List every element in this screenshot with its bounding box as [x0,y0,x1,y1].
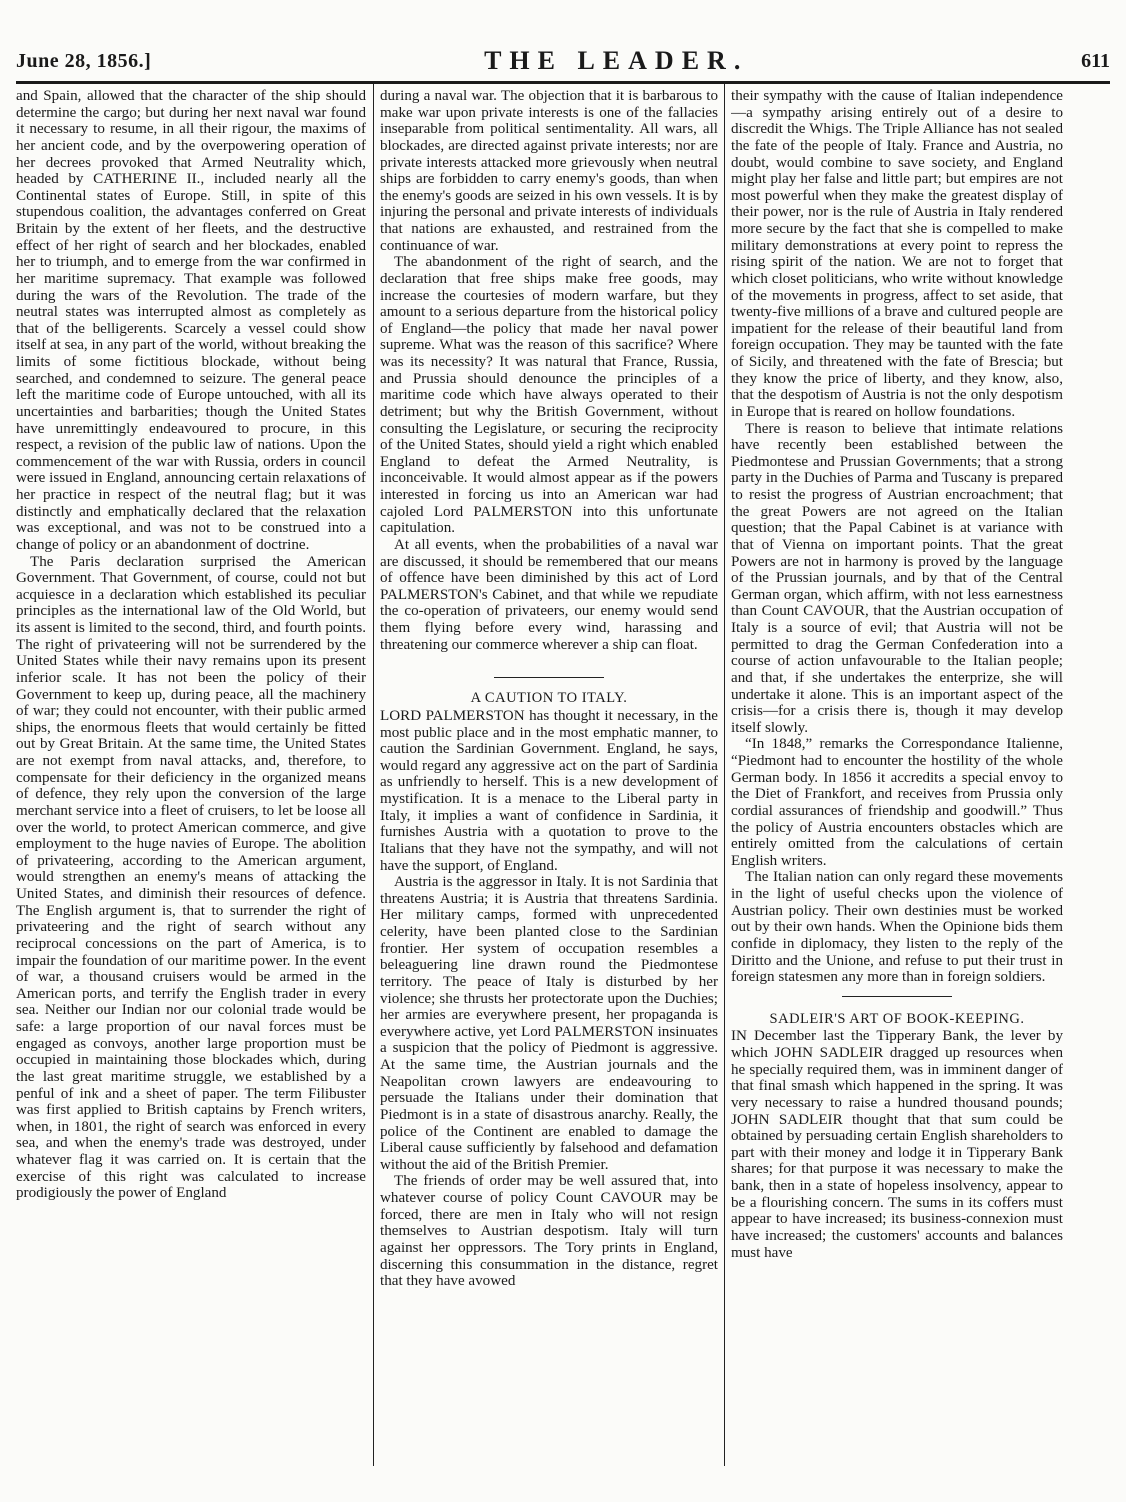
column-1 [16,88,366,1466]
paragraph: during a naval war. The objection that it is barbarous to make war upon private interests is one of the fallacies inseparable from political sentimentality. All wars, all blockades, are directed against private interests; nor are private interests attacked more grievously when neutral ships are forbidden to carry enemy's goods, than when the enemy's goods are seized in his own vessels. It is by injuring the personal and private interests of individuals that nations are exhausted, and restrained from the continuance of war. [380,88,718,254]
paragraph: and Spain, allowed that the character of the ship should determine the cargo; but during her next naval war found it necessary to resume, in all their rigour, the maxims of her ancient code, and by the overpowering operation of her decrees provoked that Armed Neutrality which, headed by CATHERINE II., included nearly all the Continental states of Europe. Still, in spite of this stupendous coalition, the advantages conferred on Great Britain by the extent of her fleets, and the destructive effect of her right of search and her blockades, enabled her to triumph, and to emerge from the war confirmed in her maritime supremacy. That example was followed during the wars of the Revolution. The trade of the neutral states was interrupted almost as completely as that of the belligerents. Scarcely a vessel could show itself at sea, in any part of the world, without breaking the limits of some fictitious blockade, without being searched, and condemned to seizure. The general peace left the maritime code of Europe untouched, with all its uncertainties and barbarities; though the United States have unremittingly endeavoured to procure, in this respect, a revision of the public law of nations. Upon the commencement of the war with Russia, orders in council were issued in England, announcing certain relaxations of her practice in respect of the neutral flag; but it was distinctly and emphatically declared that the relaxation was exceptional, and was not to be construed into a change of policy or an abandonment of doctrine. [16,88,366,553]
paragraph: At all events, when the probabilities of a naval war are discussed, it should be remembered that our means of offence have been diminished by this act of Lord PALMERSTON's Cabinet, and that while we repudiate the co-operation of privateers, our enemy would send them flying before every wind, harassing and threatening our commerce wherever a ship can float. [380,536,718,653]
page-number: 611 [1081,49,1110,72]
masthead-rule [16,81,1110,84]
issue-date: June 28, 1856.] [16,49,152,72]
newspaper-title: THE LEADER. [484,46,749,75]
article-separator [494,677,604,678]
paragraph: Austria is the aggressor in Italy. It is not Sardinia that threatens Austria; it is Austria that threatens Sardinia. Her military camps, formed with unprecedented celerity, have been planted close to the Sardinian frontier. Her system of occupation resembles a beleaguering line drawn round the Piedmontese territory. The peace of Italy is disturbed by her violence; she thrusts her protectorate upon the Duchies; her armies are everywhere present, her propaganda is everywhere active, yet Lord PALMERSTON insinuates a suspicion that the policy of Piedmont is aggressive. At the same time, the Austrian journals and the Neapolitan crown lawyers are endeavouring to persuade the Italians under their domination that Piedmont is in a state of disastrous anarchy. Really, the police of the Continent are enabled to damage the Liberal cause sufficiently by falsehood and defamation without the aid of the British Premier. [380,874,718,1173]
article-heading: SADLEIR'S ART OF BOOK-KEEPING. [769,1010,1025,1027]
paragraph: The Italian nation can only regard these movements in the light of useful checks upon the violence of Austrian policy. Their own destinies must be worked out by their own hands. When the Opinione bids them confide in diplomacy, they listen to the reply of the Diritto and the Unione, and refuse to put their trust in foreign statesmen any more than in foreign soldiers. [731,869,1063,986]
article-separator [842,996,952,997]
paragraph: The friends of order may be well assured that, into whatever course of policy Count CAVOUR may be forced, there are men in Italy who will not resign themselves to Austrian despotism. Italy will turn against her oppressors. The Tory prints in England, discerning this consummation in the distance, regret that they have avowed [380,1173,718,1290]
paragraph: “In 1848,” remarks the Correspondance Italienne, “Piedmont had to encounter the hostility of the whole German body. In 1856 it accredits a special envoy to the Diet of Frankfort, and receives from Prussia only cordial assurances of friendship and goodwill.” Thus the policy of Austria encounters obstacles which are entirely omitted from the calculations of certain English writers. [731,736,1063,869]
paragraph: IN December last the Tipperary Bank, the lever by which JOHN SADLEIR dragged up resources when he specially required them, was in imminent danger of that final smash which happened in the spring. It was very necessary to raise a hundred thousand pounds; JOHN SADLEIR thought that that sum could be obtained by persuading certain English shareholders to part with their money and lodge it in Tipperary Bank shares; for that purpose it was necessary to make the bank, then in a state of hopeless insolvency, appear to be a flourishing concern. The sums in its coffers must appear to have increased; its business-connexion must have increased; the customers' accounts and balances must have [731,1028,1063,1261]
column-divider [724,84,725,1466]
masthead [16,44,1110,78]
column-3 [731,88,1063,1466]
paragraph: The abandonment of the right of search, and the declaration that free ships make free goods, may increase the courtesies of modern warfare, but they amount to a serious departure from the historical policy of England—the policy that made her naval power supreme. What was the reason of this sacrifice? Where was its necessity? It was natural that France, Russia, and Prussia should denounce the principles of a maritime code which have always operated to their detriment; but why the British Government, without consulting the Legislature, or securing the reciprocity of the United States, should yield a right which enabled England to defeat the Armed Neutrality, is inconceivable. It would almost appear as if the powers interested in forcing us into an American war had cajoled Lord PALMERSTON into this unfortunate capitulation. [380,254,718,537]
paragraph: The Paris declaration surprised the American Government. That Government, of course, could not but acquiesce in a declaration which established its peculiar principles as the international law of the Old World, but its assent is limited to the second, third, and fourth points. The right of privateering will not be surrendered by the United States while their navy remains upon its present inferior scale. It has not been the policy of their Government to keep up, during peace, all the machinery of war; they could not encounter, with their public armed ships, the enormous fleets that would certainly be fitted out by Great Britain. At the same time, the United States are not exempt from naval attacks, and, therefore, to compensate for their deficiency in the organized means of defence, they rely upon the conversion of the large merchant service into a fleet of cruisers, to let be loose all over the world, to protect American commerce, and give employment to the huge navies of Europe. The abolition of privateering, according to the American argument, would strengthen an enemy's means of attacking the United States, and diminish their resources of defence. The English argument is, that to surrender the right of privateering and the right of search without any reciprocal concessions on the part of America, is to impair the foundation of our maritime power. In the event of war, a thousand cruisers would be armed in the American ports, and terrify the English trader in every sea. Neither our Indian nor our colonial trade would be safe: a large proportion of our naval forces must be engaged as convoys, another large proportion must be occupied in maintaining those blockades which, during the last great maritime struggle, we established by a penful of ink and a sheet of paper. The term Filibuster was first applied to British captains by French writers, when, in 1801, the right of search was enforced in every sea, and when the enemy's trade was destroyed, under whatever flag it was carried on. It is certain that the exercise of this right was calculated to increase prodigiously the power of England [16,553,366,1202]
article-heading: A CAUTION TO ITALY. [470,690,628,707]
paragraph: There is reason to believe that intimate relations have recently been established between the Piedmontese and Prussian Governments; that a strong party in the Duchies of Parma and Tuscany is prepared to resist the progress of Austrian encroachment; that the great Powers are not agreed on the Italian question; that the Papal Cabinet is at variance with that of Vienna on important points. That the great Powers are not in harmony is proved by the language of the Prussian journals, and by that of the Central German organ, which affirm, with not less earnestness than Count CAVOUR, that the Austrian occupation of Italy is a source of evil; that Austria will not be permitted to drag the German Confederation into a course of action unfavourable to the Italian people; and that, if she undertakes the enterprize, she will undertake it alone. This is an important aspect of the crisis—for a crisis there is, though it may develop itself slowly. [731,420,1063,736]
column-divider [373,84,374,1466]
paragraph: their sympathy with the cause of Italian independence—a sympathy arising entirely out of a desire to discredit the Whigs. The Triple Alliance has not sealed the fate of the people of Italy. France and Austria, no doubt, would combine to save society, and England might play her false and little part; but empires are not most powerful when they make the greatest display of their power, nor is the rule of Austria in Italy rendered more secure by the fact that she is compelled to make military demonstrations at every point to repress the rising spirit of the nation. We are not to forget that which closet politicians, who write without knowledge of the movements in progress, affect to set aside, that twenty-five millions of a brave and cultured people are impatient for the release of their beautiful land from foreign occupation. They may be taunted with the fate of Sicily, and threatened with the fate of Brescia; but they know the price of liberty, and they know, also, that the despotism of Austria is not the only despotism in Europe that is reared on hollow foundations. [731,88,1063,420]
column-2 [380,88,718,1466]
paragraph: LORD PALMERSTON has thought it necessary, in the most public place and in the most emphatic manner, to caution the Sardinian Government. England, he says, would regard any aggressive act on the part of Sardinia as unfriendly to herself. This is a new development of mystification. It is a menace to the Liberal party in Italy, it implies a want of confidence in Sardinia, it furnishes Austria with a quotation to prove to the Italians that they have not the sympathy, and will not have the support, of England. [380,707,718,874]
